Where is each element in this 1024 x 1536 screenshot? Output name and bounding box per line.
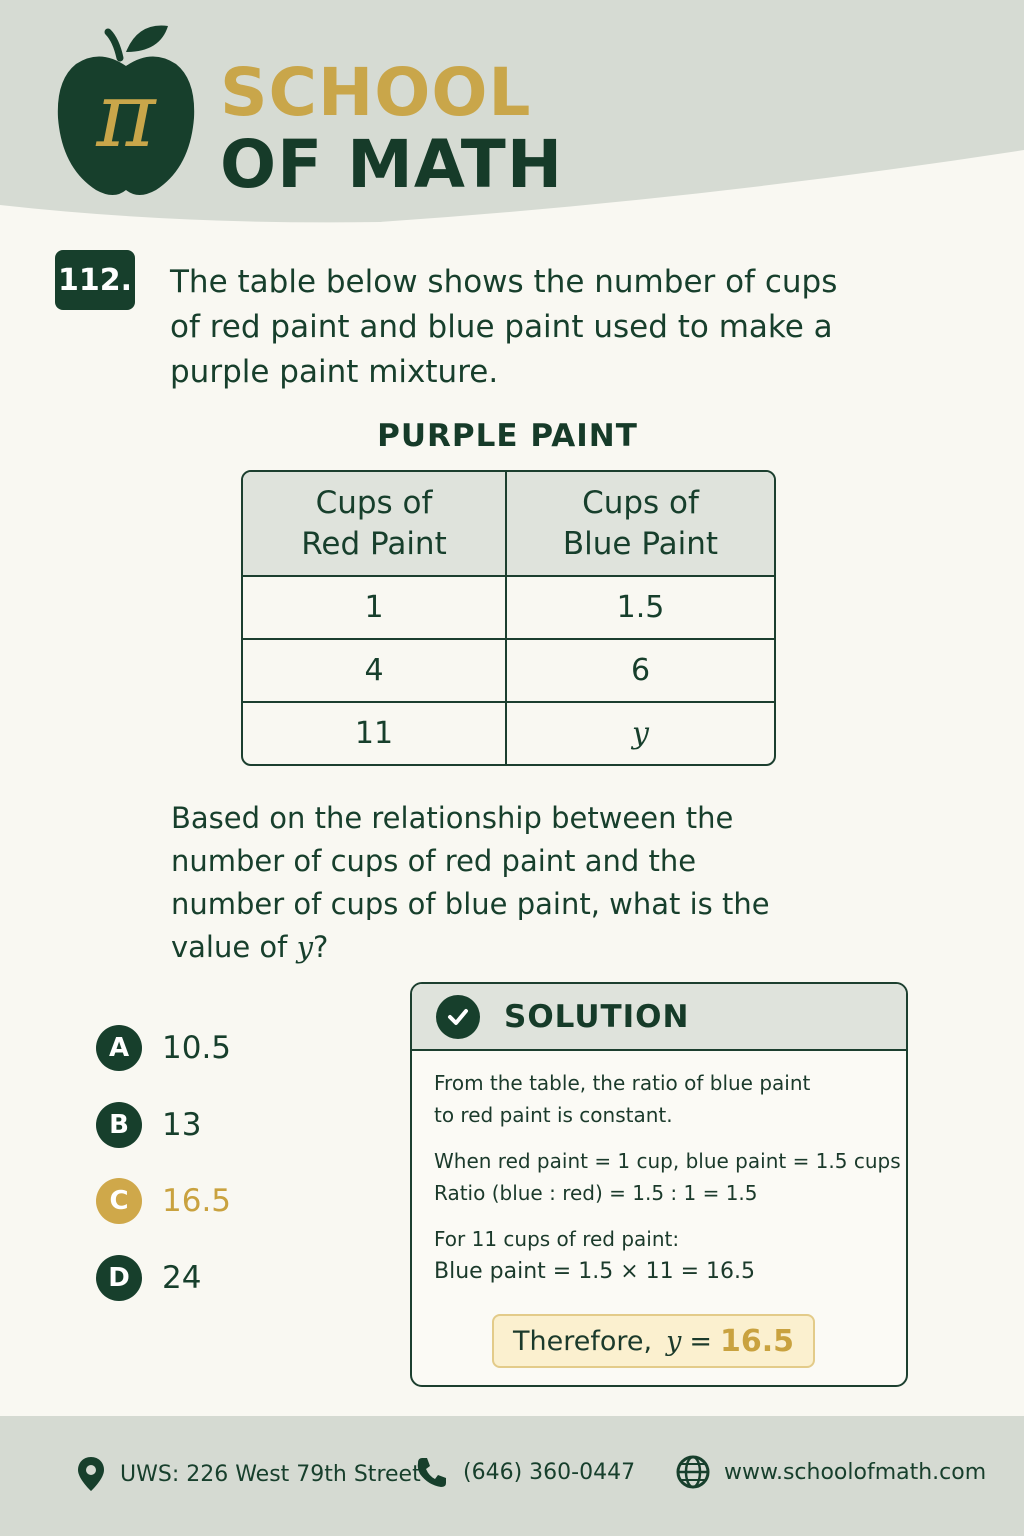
answer-equals: = — [689, 1325, 712, 1357]
header-blue-paint: Cups of Blue Paint — [562, 484, 719, 562]
choice-value: 16.5 — [162, 1183, 232, 1219]
choice-letter: B — [96, 1102, 142, 1148]
table-header-row — [243, 472, 774, 575]
question-number: 112. — [55, 250, 135, 310]
answer-variable: y — [666, 1325, 682, 1357]
choice-d[interactable] — [96, 1255, 201, 1301]
solution-step-3 — [434, 1223, 906, 1288]
table-row — [243, 638, 774, 701]
choice-letter: D — [96, 1255, 142, 1301]
solution-step-2 — [434, 1145, 906, 1209]
choice-letter: A — [96, 1025, 142, 1071]
step-line: From the table, the ratio of blue paint — [434, 1071, 811, 1095]
paint-table — [241, 470, 776, 766]
brand-line-2: OF MATH — [220, 126, 564, 203]
choice-a[interactable] — [96, 1025, 231, 1071]
step-line: Ratio (blue : red) = 1.5 : 1 = 1.5 — [434, 1181, 758, 1205]
choice-value: 13 — [162, 1107, 202, 1143]
footer-address — [76, 1455, 421, 1493]
blue-cups-cell: 1.5 — [616, 590, 665, 625]
brand-line-1: SCHOOL — [220, 54, 532, 131]
table-row — [243, 575, 774, 638]
red-cups-cell: 1 — [243, 577, 507, 638]
blue-cups-cell-unknown: y — [632, 716, 649, 751]
solution-title: SOLUTION — [504, 998, 690, 1035]
solution-body — [412, 1051, 906, 1288]
red-cups-cell: 4 — [243, 640, 507, 701]
table-row — [243, 701, 774, 764]
prompt-variable: y — [296, 930, 313, 964]
solution-step-1 — [434, 1067, 906, 1131]
choice-c-correct[interactable] — [96, 1178, 231, 1224]
answer-value: 16.5 — [719, 1323, 794, 1359]
apple-logo-icon — [56, 18, 196, 198]
choice-value: 24 — [162, 1260, 202, 1296]
header — [0, 0, 1024, 230]
step-line: When red paint = 1 cup, blue paint = 1.5 cups — [434, 1149, 901, 1173]
prompt-end: ? — [313, 930, 329, 964]
choice-letter: C — [96, 1178, 142, 1224]
prompt-text: Based on the relationship between the number of cups of red paint and the number of cups of blue paint, what is the value of — [171, 801, 770, 964]
address-text: UWS: 226 West 79th Street — [120, 1461, 421, 1487]
website-text: www.schoolofmath.com — [724, 1459, 987, 1485]
phone-icon — [415, 1455, 449, 1489]
blue-cups-cell: 6 — [630, 653, 651, 688]
question-text: The table below shows the number of cups of red paint and blue paint used to make a purple paint mixture. — [170, 264, 838, 390]
choice-b[interactable] — [96, 1102, 201, 1148]
step-line: Blue paint = 1.5 × 11 = 16.5 — [434, 1259, 756, 1284]
red-cups-cell: 11 — [243, 703, 507, 764]
table-title: PURPLE PAINT — [377, 418, 638, 454]
pi-symbol: π — [96, 63, 156, 168]
step-line: to red paint is constant. — [434, 1103, 673, 1127]
phone-text: (646) 360-0447 — [463, 1459, 636, 1485]
header-red-paint: Cups of Red Paint — [243, 472, 507, 575]
question-prompt — [171, 797, 811, 969]
globe-icon — [676, 1455, 710, 1489]
answer-highlight — [492, 1314, 815, 1368]
step-line: For 11 cups of red paint: — [434, 1227, 680, 1251]
footer-website[interactable] — [676, 1455, 986, 1489]
solution-header — [412, 984, 906, 1051]
checkmark-icon — [436, 995, 480, 1039]
footer-phone[interactable] — [415, 1455, 635, 1489]
solution-box — [410, 982, 908, 1387]
answer-prefix: Therefore, — [513, 1325, 653, 1357]
brand-name — [220, 54, 564, 203]
location-pin-icon — [76, 1455, 106, 1493]
choice-value: 10.5 — [162, 1030, 232, 1066]
